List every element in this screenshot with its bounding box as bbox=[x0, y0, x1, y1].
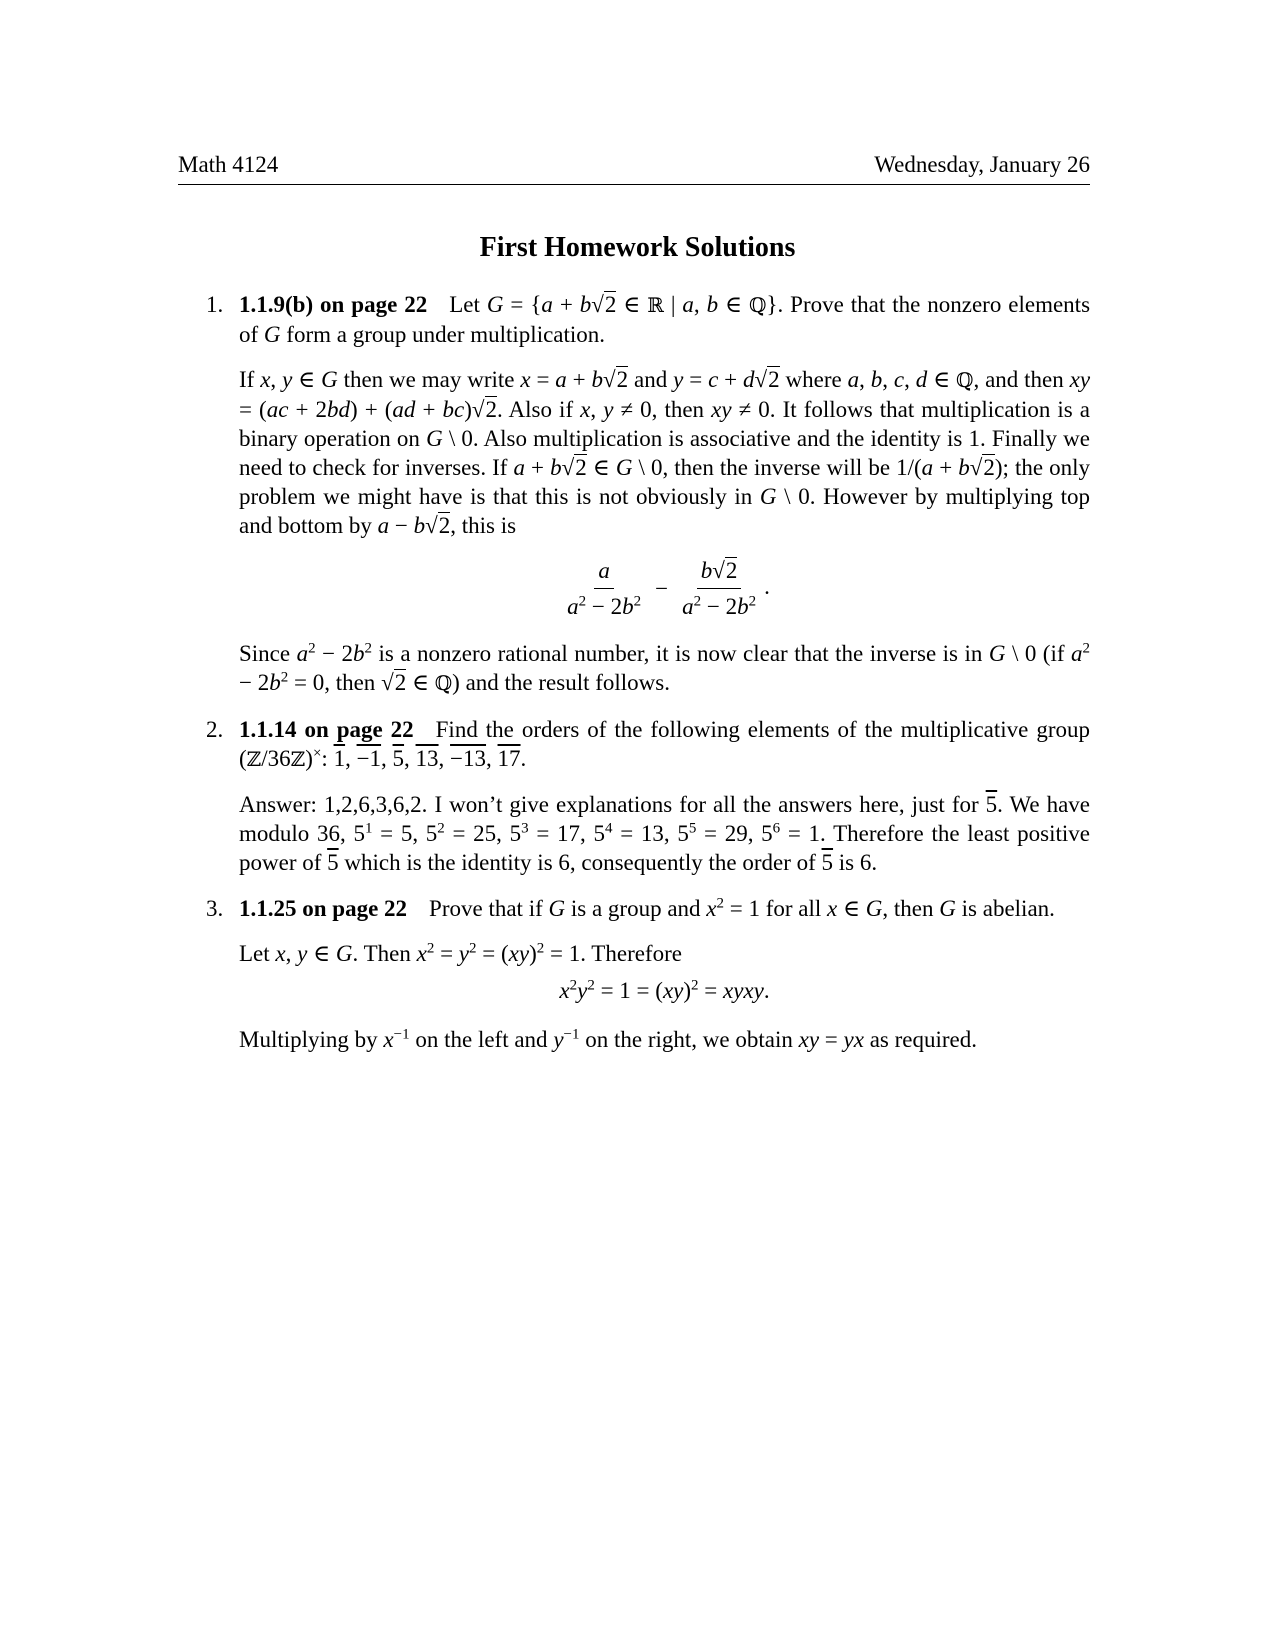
problem-list bbox=[178, 290, 1090, 1071]
display-equation: $\frac{a}{a^2 - 2b^2}$ − $\frac{b√2}{a^2 - 2b^2}$ . bbox=[567, 558, 770, 619]
answer-text: Answer: 1,2,6,3,6,2. I won’t give explanations for all the answers here, just for 5. We have modulo 36, $5^1 = 5$, $5^2 = 25$, $5^3 = 17$, $5^4 = 13$, $5^5 = 29$, $5^6 = 1$. Therefore the least positive power of 5 which is the identity is 6, consequently the order of 5 is 6. bbox=[239, 792, 1091, 875]
problem-statement: 1.1.14 on page 22 Find the orders of the following elements of the multiplicative group (ℤ/36ℤ)×: 1, −1, 5, 13, −13, 17. bbox=[239, 717, 1090, 771]
solution-conclusion: Since $a^2 - 2b^2$ is a nonzero rational number, it is now clear that the inverse is in G \ 0 (if $a^2 - 2b^2 = 0$, then √2 ∈ ℚ) and the result follows. bbox=[239, 640, 1090, 695]
problem-reference: 1.1.25 on page 22 bbox=[239, 896, 408, 921]
course-name: Math 4124 bbox=[178, 152, 279, 177]
problem-reference: 1.1.9(b) on page 22 bbox=[239, 292, 428, 317]
problem-number: 3. bbox=[206, 896, 224, 921]
problem-statement: 1.1.9(b) on page 22 Let G = {a + b√2 ∈ ℝ | a, b ∈ ℚ}. Prove that the nonzero elements of G form a group under multiplication. bbox=[239, 292, 1091, 347]
problem-2 bbox=[178, 715, 1090, 877]
problem-1 bbox=[178, 290, 1090, 698]
problem-number: 2. bbox=[206, 717, 224, 742]
problem-reference: 1.1.14 on page 22 bbox=[239, 717, 414, 742]
header-date: Wednesday, January 26 bbox=[874, 152, 1090, 177]
problem-number: 1. bbox=[206, 292, 224, 317]
solution-text: If x, y ∈ G then we may write x = a + b√2 and y = c + d√2 where a, b, c, d ∈ ℚ, and then xy = (ac + 2bd) + (ad + bc)√2. Also if x, y ≠ 0, then xy ≠ 0. It follows that multiplication is a binary operation on G \ 0. Also multiplication is associative and the identity is 1. Finally we need to check for inverses. If a + b√2 ∈ G \ 0, then the inverse will be 1/(a + b√2); the only problem we might have is that this is not obviously in G \ 0. However by multiplying top and bottom by a − b√2, this is bbox=[239, 367, 1091, 538]
proof-conclusion: Multiplying by $x^{-1}$ on the left and $y^{-1}$ on the right, we obtain xy = yx as required. bbox=[239, 1026, 977, 1052]
problem-statement: 1.1.25 on page 22 Prove that if G is a group and $x^2 = 1$ for all x ∈ G, then G is abelian. bbox=[239, 895, 1055, 921]
problem-3 bbox=[178, 894, 1090, 1054]
display-equation: $x^2y^2 = 1 = (xy)^2$ = xyxy. bbox=[559, 977, 770, 1003]
page-title: First Homework Solutions bbox=[479, 232, 796, 263]
page-header bbox=[178, 150, 1090, 185]
proof-text: Let x, y ∈ G. Then $x^2 = y^2 = (xy)^2 = 1$. Therefore bbox=[239, 940, 682, 966]
